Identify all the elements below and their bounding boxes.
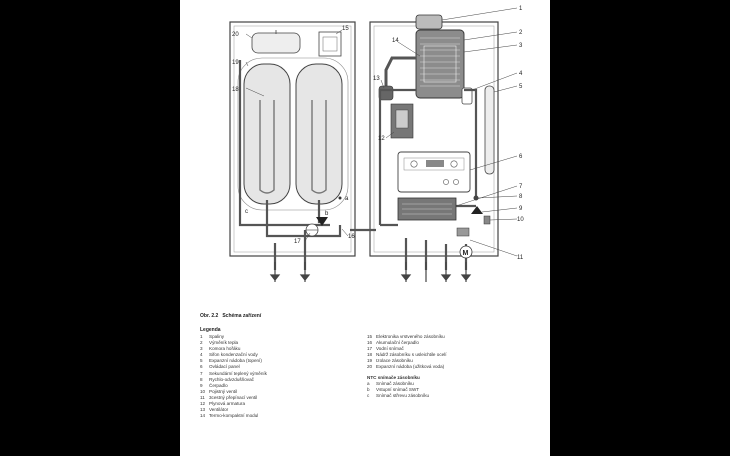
ntc-item: a Snímač zásobníku [367, 380, 414, 386]
legend-item: 14 Termo-kompaktní modul [200, 413, 259, 419]
legend-item: 10 Pojistný ventil [200, 388, 238, 394]
storage-tank-right [296, 64, 342, 204]
callout-18: 18 [232, 87, 239, 93]
callout-4: 4 [519, 71, 523, 77]
callout-5: 5 [519, 84, 523, 90]
sensor-a-dot [339, 197, 342, 200]
pump-icon [471, 206, 483, 214]
legend-item: 11 3cestný přepínací ventil [200, 394, 258, 400]
storage-electronics [319, 32, 341, 56]
callout-8: 8 [519, 194, 523, 200]
svg-text:M: M [462, 250, 469, 257]
boiler-bottom-connections [402, 262, 470, 282]
legend-item: 3 Komora hořáku [200, 346, 241, 352]
callout-7: 7 [519, 184, 523, 190]
callout-11: 11 [517, 255, 524, 261]
ntc-item: c Snímač střrevu zásobníku [367, 392, 430, 398]
expansion-vessel-heating [485, 86, 494, 174]
legend-item: 1 Spaliny [200, 334, 225, 339]
legend-item: 18 Nádrž zásobníku s usleichtile ocelí [367, 352, 447, 358]
heat-exchanger [416, 30, 464, 98]
legend-item: 7 Sekundární teplený výměník [200, 370, 267, 376]
ntc-item: b Vstupní snímač SWT [367, 386, 420, 392]
callout-20: 20 [232, 32, 239, 38]
storage-bottom-connections [271, 262, 309, 282]
legend-column-2 [367, 334, 446, 399]
callout-1: 1 [519, 6, 523, 12]
callout-14: 14 [392, 38, 399, 44]
figure-caption [200, 313, 265, 319]
ntc-sensors-title: NTC snímače zásobníku [367, 374, 420, 380]
air-vent [474, 196, 479, 201]
callout-12: 12 [378, 136, 385, 142]
three-way-valve [457, 228, 469, 236]
callout-sensor-b: b [325, 211, 329, 217]
figure-title: Schéma zařízení [222, 313, 262, 319]
storage-tank-left [244, 64, 290, 204]
legend-item: 15 Elektronika vrstveného zásobníku [367, 334, 445, 339]
callout-13: 13 [373, 76, 380, 82]
legend-item: 12 Plynová armatura [200, 401, 246, 407]
callout-19: 19 [232, 60, 239, 66]
figure-number: Obr. 2.2 [200, 313, 219, 319]
legend-item: 17 Vodní snímač [367, 346, 404, 352]
callout-sensor-c: c [245, 209, 248, 215]
callout-17: 17 [294, 239, 301, 245]
legend-item: 19 Izolace zásobníku [367, 358, 413, 364]
legend-item: 8 Rychlo-odvzdušňovač [200, 376, 254, 382]
callout-sensor-a: a [345, 196, 349, 202]
callout-15: 15 [342, 26, 349, 32]
legend-item: 5 Expanzní nádoba (topení) [200, 358, 262, 364]
callout-16: 16 [348, 234, 355, 240]
system-schematic-diagram [180, 0, 550, 300]
safety-valve [484, 216, 490, 224]
legend-item: 4 Sifon kondenzační vody [200, 352, 258, 358]
legend-item: 6 Ovládací panel [200, 364, 240, 370]
legend-item: 13 Ventilátor [200, 407, 229, 413]
legend-title: Legenda [200, 327, 221, 333]
callout-2: 2 [519, 30, 523, 36]
expansion-vessel-dhw [252, 33, 300, 53]
callout-10: 10 [517, 217, 524, 223]
legend-item: 20 Expanzní nádoba (užitková voda) [367, 364, 445, 370]
callout-9: 9 [519, 206, 523, 212]
legend-item: 9 Čerpadlo [200, 382, 228, 388]
air-duct [386, 58, 416, 86]
document-page [180, 0, 550, 456]
legend-column-1 [200, 334, 267, 419]
callout-3: 3 [519, 43, 523, 49]
flue-gas-outlet [416, 15, 442, 29]
callout-6: 6 [519, 154, 523, 160]
control-display [426, 160, 444, 167]
legend-item: 2 Výměník tepla [200, 340, 239, 346]
legend-item: 16 Akumulační čerpadlo [367, 340, 419, 346]
